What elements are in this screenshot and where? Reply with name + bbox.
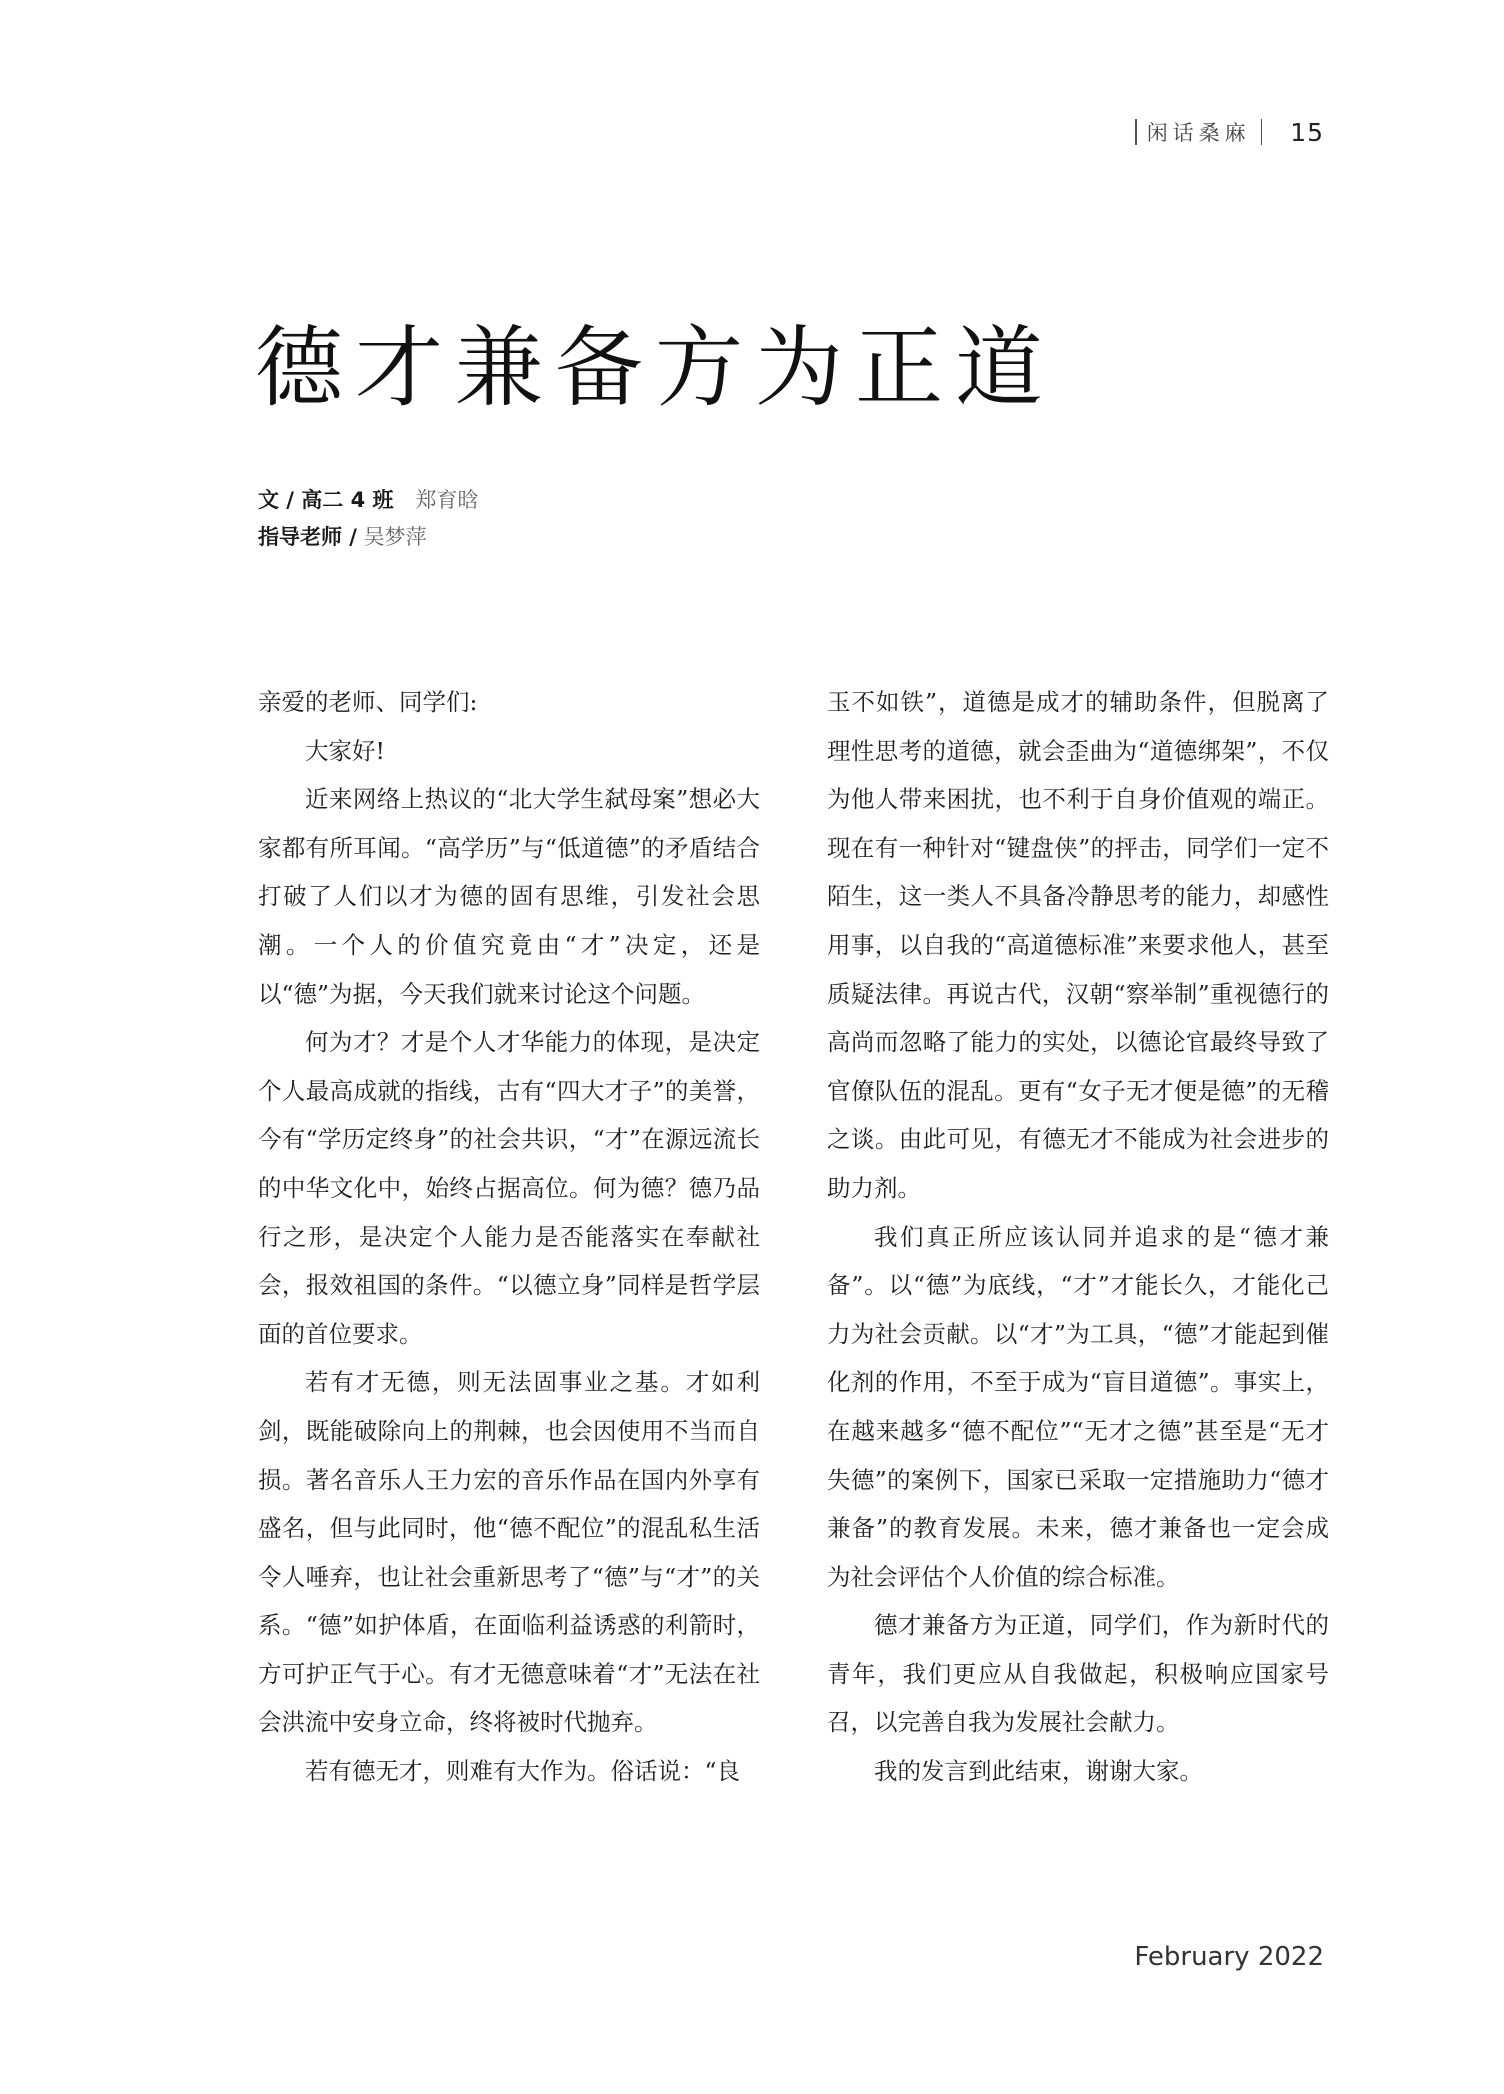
paragraph-virtue-without-talent: 若有德无才，则难有大作为。俗话说：“良 <box>305 1757 741 1786</box>
paragraph-talent-without-virtue: 若有才无德，则无法固事业之基。才如利剑，既能破除向上的荆棘，也会因使用不当而自损。著名音乐人王力宏的音乐作品在国内外享有盛名，但与此同时，他“德不配位”的混乱私生活令人唾弃，也让社会重新思考了“德”与“才”的关系。“德”如护体盾，在面临利益诱惑的利箭时，方可护正气于心。有才无德意味着“才”无法在社会洪流中安身立命，终将被时代抛弃。 <box>258 1368 760 1737</box>
salutation: 亲爱的老师、同学们: <box>258 688 478 716</box>
paragraph-both: 我们真正所应该认同并追求的是“德才兼备”。以“德”为底线，“才”才能长久，才能化己力为社会贡献。以“才”为工具，“德”才能起到催化剂的作用，不至于成为“盲目道德”。事实上，在越来越多“德不配位”“无才之德”甚至是“无才失德”的案例下，国家已采取一定措施助力“德才兼备”的教育发展。未来，德才兼备也一定会成为社会评估个人价值的综合标准。 <box>827 1222 1329 1591</box>
article-title: 德才兼备方为正道 <box>255 316 1056 419</box>
running-header <box>1125 112 1324 152</box>
advisor-name: 吴梦萍 <box>363 525 427 549</box>
section-name: 闲话桑麻 <box>1146 121 1251 145</box>
greeting: 大家好! <box>305 736 385 765</box>
paragraph-closing: 我的发言到此结束，谢谢大家。 <box>874 1757 1203 1786</box>
paragraph-intro: 近来网络上热议的“北大学生弑母案”想必大家都有所耳闻。“高学历”与“低道德”的矛盾结合打破了人们以才为德的固有思维，引发社会思潮。一个人的价值究竟由“才”决定，还是以“德”为据，今天我们就来讨论这个问题。 <box>258 785 760 1008</box>
body-column-right <box>827 678 1329 1796</box>
byline <box>258 482 479 556</box>
advisor-label: 指导老师 / <box>258 525 357 549</box>
author-name: 郑育晗 <box>415 488 479 512</box>
body-column-left <box>258 678 760 1796</box>
header-divider-left <box>1135 119 1137 145</box>
header-divider-right <box>1261 119 1263 145</box>
author-line <box>258 482 479 519</box>
paragraph-conclusion: 德才兼备方为正道，同学们，作为新时代的青年，我们更应从自我做起，积极响应国家号召，以完善自我为发展社会献力。 <box>827 1611 1329 1737</box>
advisor-line <box>258 519 479 556</box>
paragraph-definition: 何为才？才是个人才华能力的体现，是决定个人最高成就的指线，古有“四大才子”的美誉，今有“学历定终身”的社会共识，“才”在源远流长的中华文化中，始终占据高位。何为德？德乃品行之形，是决定个人能力是否能落实在奉献社会，报效祖国的条件。“以德立身”同样是哲学层面的首位要求。 <box>258 1028 760 1348</box>
issue-date: February 2022 <box>1134 1942 1324 1972</box>
paragraph-virtue-without-talent-cont: 玉不如铁”，道德是成才的辅助条件，但脱离了理性思考的道德，就会歪曲为“道德绑架”，不仅为他人带来困扰，也不利于自身价值观的端正。现在有一种针对“键盘侠”的抨击，同学们一定不陌生，这一类人不具备冷静思考的能力，却感性用事，以自我的“高道德标准”来要求他人，甚至质疑法律。再说古代，汉朝“察举制”重视德行的高尚而忽略了能力的实处，以德论官最终导致了官僚队伍的混乱。更有“女子无才便是德”的无稽之谈。由此可见，有德无才不能成为社会进步的助力剂。 <box>827 688 1329 1202</box>
author-label: 文 / 高二 4 班 <box>258 488 394 512</box>
page-number: 15 <box>1290 117 1324 147</box>
